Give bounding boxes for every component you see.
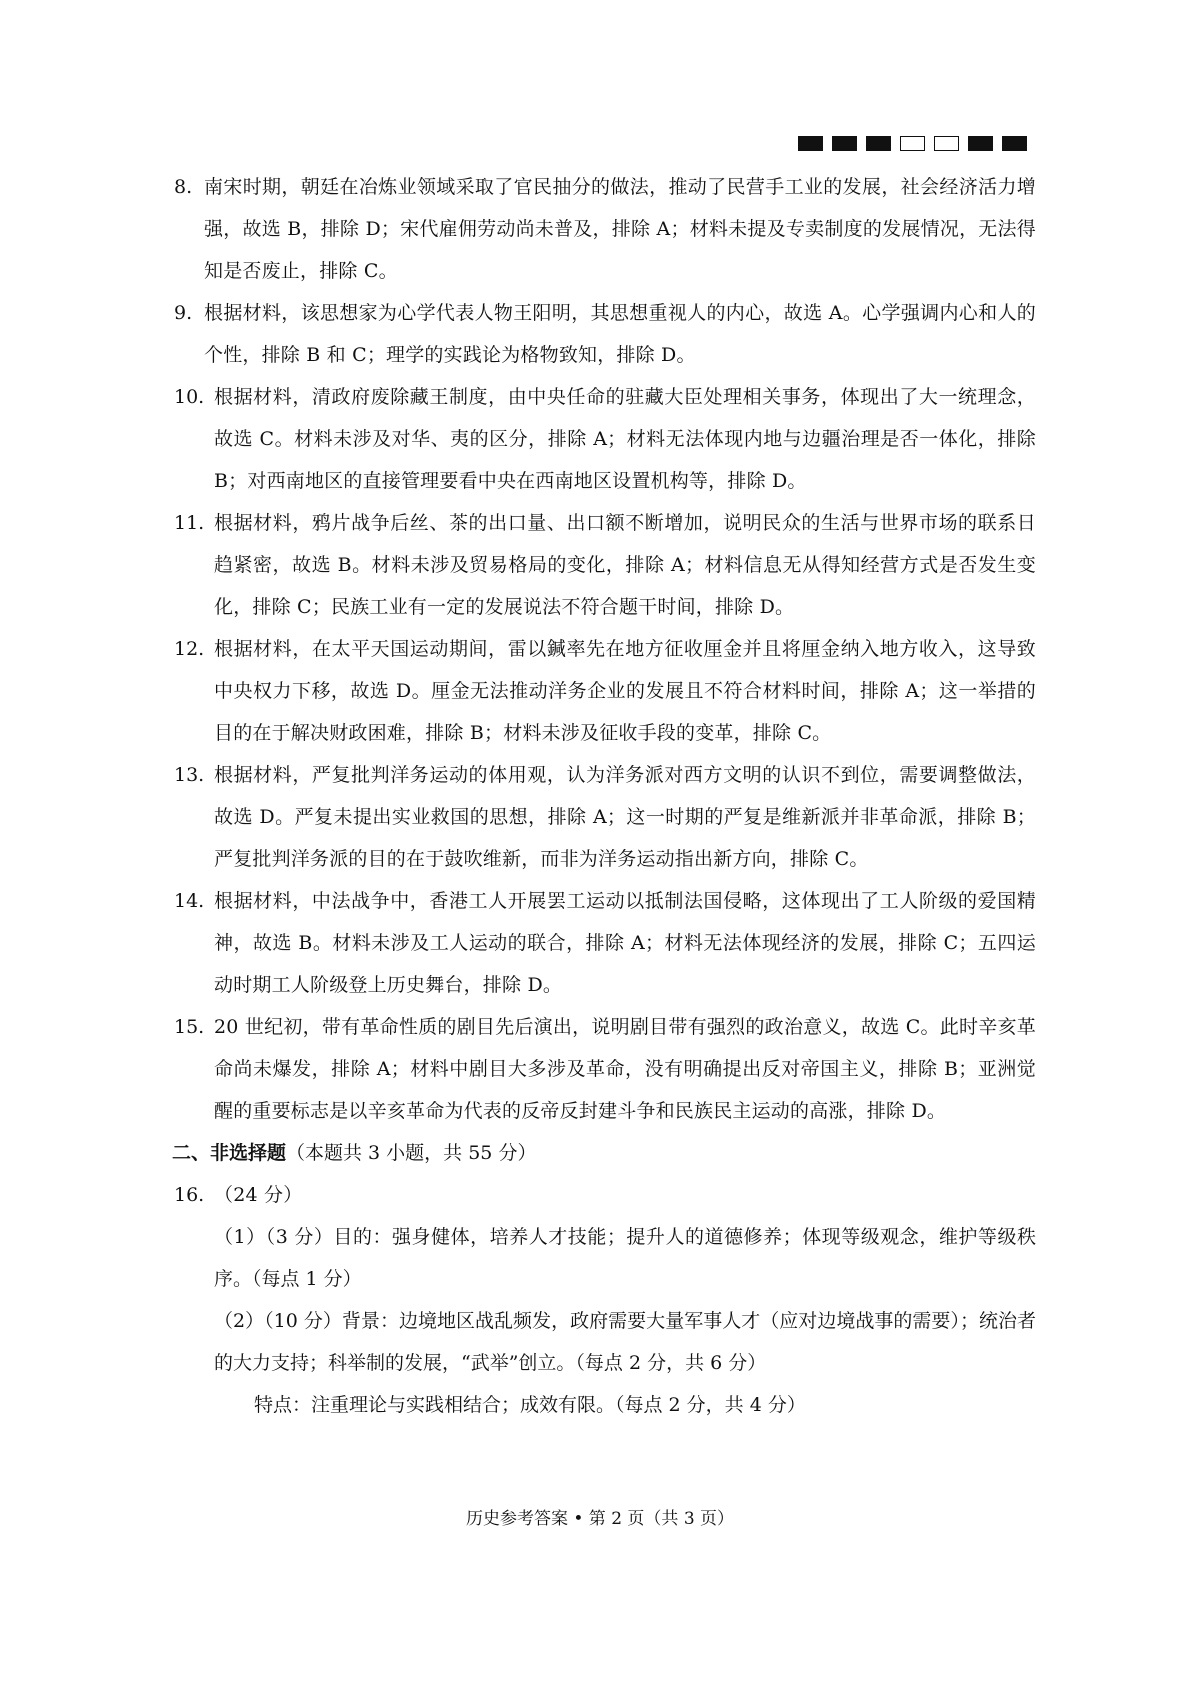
question-number: 16. bbox=[174, 1184, 205, 1206]
question-16-header bbox=[174, 1174, 1036, 1216]
answer-text: 根据材料，中法战争中，香港工人开展罢工运动以抵制法国侵略，这体现出了工人阶级的爱国精神，故选 B。材料未涉及工人运动的联合，排除 A；材料无法体现经济的发展，排除 C；五四运动时期工人阶级登上历史舞台，排除 D。 bbox=[214, 890, 1036, 996]
page-footer: 历史参考答案 • 第 2 页（共 3 页） bbox=[465, 1509, 735, 1529]
question-16-part-2: （2）（10 分）背景：边境地区战乱频发，政府需要大量军事人才（应对边境战事的需要）；统治者的大力支持；科举制的发展，“武举”创立。（每点 2 分，共 6 分） bbox=[214, 1310, 1036, 1374]
header-mark-1 bbox=[798, 136, 823, 151]
answer-text: 根据材料，在太平天国运动期间，雷以鍼率先在地方征收厘金并且将厘金纳入地方收入，这导致中央权力下移，故选 D。厘金无法推动洋务企业的发展且不符合材料时间，排除 A；这一举措的目的在于解决财政困难，排除 B；材料未涉及征收手段的变革，排除 C。 bbox=[214, 638, 1036, 744]
answer-number: 12. bbox=[174, 638, 205, 660]
header-mark-4 bbox=[900, 136, 925, 151]
answer-number: 14. bbox=[174, 890, 205, 912]
header-mark-3 bbox=[866, 136, 891, 151]
answer-number: 11. bbox=[174, 512, 205, 534]
section-heading bbox=[172, 1132, 1036, 1174]
answer-content bbox=[174, 166, 1036, 1426]
answer-item-14 bbox=[174, 880, 1036, 1006]
answer-text: 南宋时期，朝廷在冶炼业领域采取了官民抽分的做法，推动了民营手工业的发展，社会经济活力增强，故选 B，排除 D；宋代雇佣劳动尚未普及，排除 A；材料未提及专卖制度的发展情况，无法得知是否废止，排除 C。 bbox=[204, 176, 1036, 282]
answer-item-12 bbox=[174, 628, 1036, 754]
answer-number: 10. bbox=[174, 386, 205, 408]
answer-text: 根据材料，严复批判洋务运动的体用观，认为洋务派对西方文明的认识不到位，需要调整做法，故选 D。严复未提出实业救国的思想，排除 A；这一时期的严复是维新派并非革命派，排除 B；严复批判洋务派的目的在于鼓吹维新，而非为洋务运动指出新方向，排除 C。 bbox=[214, 764, 1036, 870]
answer-item-9 bbox=[174, 292, 1036, 376]
header-mark-2 bbox=[832, 136, 857, 151]
header-marks bbox=[798, 136, 1027, 151]
answer-item-15 bbox=[174, 1006, 1036, 1132]
answer-number: 9. bbox=[174, 302, 193, 324]
header-mark-6 bbox=[968, 136, 993, 151]
answer-number: 15. bbox=[174, 1016, 205, 1038]
answer-text: 20 世纪初，带有革命性质的剧目先后演出，说明剧目带有强烈的政治意义，故选 C。此时辛亥革命尚未爆发，排除 A；材料中剧目大多涉及革命，没有明确提出反对帝国主义，排除 B；亚洲觉醒的重要标志是以辛亥革命为代表的反帝反封建斗争和民族民主运动的高涨，排除 D。 bbox=[214, 1016, 1036, 1122]
answer-number: 13. bbox=[174, 764, 205, 786]
question-16-part-3: 特点：注重理论与实践相结合；成效有限。（每点 2 分，共 4 分） bbox=[254, 1394, 806, 1416]
question-score: （24 分） bbox=[214, 1184, 303, 1206]
answer-number: 8. bbox=[174, 176, 193, 198]
answer-item-10 bbox=[174, 376, 1036, 502]
answer-item-11 bbox=[174, 502, 1036, 628]
answer-item-8 bbox=[174, 166, 1036, 292]
header-mark-5 bbox=[934, 136, 959, 151]
answer-text: 根据材料，清政府废除藏王制度，由中央任命的驻藏大臣处理相关事务，体现出了大一统理念，故选 C。材料未涉及对华、夷的区分，排除 A；材料无法体现内地与边疆治理是否一体化，排除 B；对西南地区的直接管理要看中央在西南地区设置机构等，排除 D。 bbox=[214, 386, 1036, 492]
question-16-part-1: （1）（3 分）目的：强身健体，培养人才技能；提升人的道德修养；体现等级观念，维护等级秩序。（每点 1 分） bbox=[214, 1226, 1036, 1290]
section-note: （本题共 3 小题，共 55 分） bbox=[286, 1142, 537, 1164]
section-title: 二、非选择题 bbox=[172, 1142, 287, 1164]
header-mark-7 bbox=[1002, 136, 1027, 151]
answer-text: 根据材料，鸦片战争后丝、茶的出口量、出口额不断增加，说明民众的生活与世界市场的联系日趋紧密，故选 B。材料未涉及贸易格局的变化，排除 A；材料信息无从得知经营方式是否发生变化，排除 C；民族工业有一定的发展说法不符合题干时间，排除 D。 bbox=[214, 512, 1036, 618]
answer-text: 根据材料，该思想家为心学代表人物王阳明，其思想重视人的内心，故选 A。心学强调内心和人的个性，排除 B 和 C；理学的实践论为格物致知，排除 D。 bbox=[204, 302, 1036, 366]
answer-item-13 bbox=[174, 754, 1036, 880]
